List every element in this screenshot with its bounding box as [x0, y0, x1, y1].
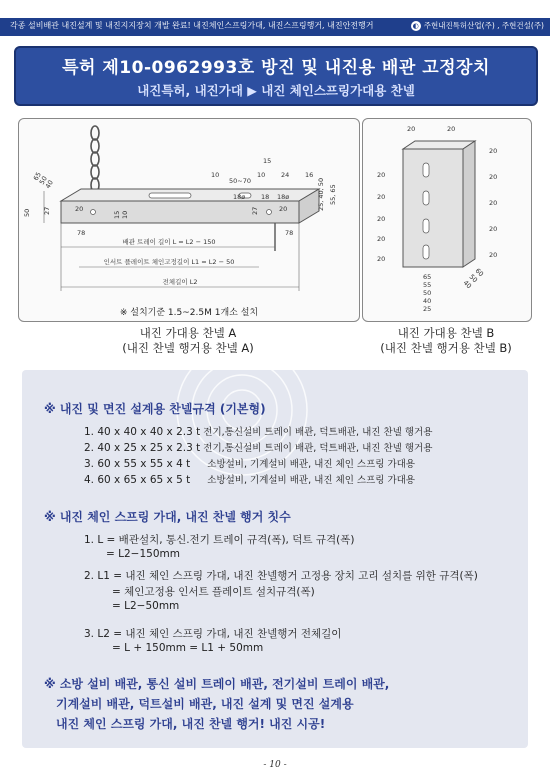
dim-top-7: 16 [305, 171, 314, 179]
closing-note-line-3: 내진 체인 스프링 가대, 내진 찬넬 행거! 내진 시공! [56, 717, 326, 731]
title-box [14, 46, 538, 106]
closing-note-line-2: 기계설비 배관, 덕트설비 배관, 내진 설계 및 면진 설계용 [56, 697, 354, 711]
top-banner [0, 18, 550, 36]
spec-row-2-spec: 2. 40 x 25 x 25 x 2.3 t [84, 442, 201, 454]
b-dim-br-2: 50 [467, 272, 480, 285]
dim-line-2: = L2−150mm [106, 548, 180, 560]
b-dim-bottom-2: 55 [423, 281, 432, 289]
b-dim-right-1: 20 [489, 147, 498, 155]
caption-b-line-1: 내진 가대용 찬넬 B [397, 326, 495, 340]
dim-left-7: 15 [113, 210, 121, 219]
b-dim-br-3: 40 [461, 278, 474, 291]
spec-row-4-use: 소방설비, 기계설비 배관, 내진 체인 스프링 가대용 [207, 475, 415, 486]
dim-top-5: 24 [281, 171, 290, 179]
dim-left-4: 27 [43, 206, 51, 215]
dim-left-1: 65 [31, 170, 43, 182]
b-dim-left-2: 20 [377, 193, 386, 201]
channel-a-drawing [19, 119, 359, 321]
figure-channel-a [18, 118, 360, 322]
b-dim-bottom-4: 40 [423, 297, 432, 305]
b-dim-right-2: 20 [489, 173, 498, 181]
spec-row-3-spec: 3. 60 x 55 x 55 x 4 t [84, 458, 191, 470]
dim-left-3: 40 [43, 178, 55, 190]
closing-note [44, 674, 389, 734]
dim-right-2: 55, 65 [329, 184, 337, 205]
banner-company [411, 20, 544, 31]
page-title: 특허 제10-0962993호 방진 및 내진용 배관 고정장치 [62, 58, 490, 78]
b-dim-right-4: 20 [489, 225, 498, 233]
dim-left-9: 78 [77, 229, 86, 237]
dim-left-2: 50 [37, 174, 49, 186]
dim-line-1: 1. L = 배관설치, 통신.전기 트레이 규격(폭), 덕트 규격(폭) [84, 534, 355, 546]
b-dim-left-1: 20 [377, 171, 386, 179]
dim-right-4: 20 [279, 205, 288, 213]
length-label-l2: 전체길이 L2 [162, 278, 198, 286]
dim-line-7: = L + 150mm = L1 + 50mm [112, 642, 264, 654]
spec-row-2-use: 전기,통신설비 트레이 배관, 덕트배관, 내진 찬넬 행거용 [203, 443, 433, 454]
spec-row-4-spec: 4. 60 x 65 x 65 x 5 t [84, 474, 191, 486]
spec-row-4 [84, 472, 415, 486]
b-dim-br-1: 60 [473, 266, 486, 279]
dim-top-4: 15 [263, 157, 272, 165]
caption-a [18, 326, 358, 356]
dim-line-6: 3. L2 = 내진 체인 스프링 가대, 내진 찬넬행거 전체길이 [84, 628, 342, 640]
spec-row-3 [84, 456, 415, 470]
install-note: ※ 설치기준 1.5~2.5M 1개소 설치 [119, 308, 259, 318]
section2-heading: ※ 내진 체인 스프링 가대, 내진 찬넬 행거 칫수 [44, 510, 291, 524]
banner-tagline: 각종 설비배관 내진설계 및 내진지지장치 개발 완료! 내진체인스프링가대, 내진스프링행거, 내진안전행거 [10, 21, 374, 30]
spec-row-1 [84, 424, 432, 438]
b-dim-top-1: 20 [407, 125, 416, 133]
closing-note-line-1: ※ 소방 설비 배관, 통신 설비 트레이 배관, 전기설비 트레이 배관, [44, 677, 390, 691]
b-dim-left-5: 20 [377, 255, 386, 263]
b-dim-bottom-1: 65 [423, 273, 432, 281]
spec-row-1-spec: 1. 40 x 40 x 40 x 2.3 t [84, 426, 201, 438]
spec-row-1-use: 전기,통신설비 트레이 배관, 덕트배관, 내진 찬넬 행거용 [203, 427, 433, 438]
dim-right-5: 78 [285, 229, 294, 237]
dim-right-1: 25, 40, 50 [317, 177, 325, 211]
length-label-l1: 인서트 플레이트 체인고정길이 L1 = L2 − 50 [103, 258, 235, 266]
length-label-l: 배관 트레이 길이 L = L2 − 150 [122, 238, 216, 246]
b-dim-right-5: 20 [489, 251, 498, 259]
company-logo-icon: ◐ [412, 22, 419, 30]
page-number: - 10 - [263, 760, 287, 770]
b-dim-left-3: 20 [377, 215, 386, 223]
b-dim-right-3: 20 [489, 199, 498, 207]
dim-right-3: 27 [251, 206, 259, 215]
page-subtitle: 내진특허, 내진가대 ▶ 내진 체인스프링가대용 찬넬 [137, 83, 415, 98]
dim-line-5: = L2−50mm [112, 600, 180, 612]
spec-row-3-use: 소방설비, 기계설비 배관, 내진 체인 스프링 가대용 [207, 459, 415, 470]
dim-left-6: 20 [75, 205, 84, 213]
dim-top-9: 18ø [277, 193, 290, 201]
dim-left-8: 10 [121, 210, 129, 219]
b-dim-bottom-5: 25 [423, 305, 432, 313]
section1-heading: ※ 내진 및 면진 설계용 찬넬규격 (기본형) [44, 402, 266, 416]
caption-b [362, 326, 530, 356]
b-dim-bottom-3: 50 [423, 289, 432, 297]
caption-a-line-2: (내진 찬넬 행거용 찬넬 A) [122, 341, 254, 355]
dim-top-3: 10 [257, 171, 266, 179]
b-dim-top-2: 20 [447, 125, 456, 133]
company-name: 주현내진특허산업(주) , 주현건설(주) [423, 21, 544, 30]
caption-a-line-1: 내진 가대용 찬넬 A [139, 326, 237, 340]
dim-left-5: 50 [23, 208, 31, 217]
dim-top-1: 10 [211, 171, 220, 179]
dim-top-8: 18ø [233, 193, 246, 201]
spec-row-2 [84, 440, 432, 454]
dim-line-4: = 체인고정용 인서트 플레이트 설치규격(폭) [112, 586, 315, 598]
dim-top-6: 18 [261, 193, 270, 201]
dim-top-2: 50~70 [229, 177, 251, 185]
channel-b-drawing [363, 119, 531, 321]
caption-b-line-2: (내진 찬넬 행거용 찬넬 B) [380, 341, 512, 355]
dim-line-3: 2. L1 = 내진 체인 스프링 가대, 내진 찬넬행거 고정용 장치 고리 설치를 위한 규격(폭) [84, 570, 478, 582]
b-dim-left-4: 20 [377, 235, 386, 243]
figure-channel-b [362, 118, 532, 322]
